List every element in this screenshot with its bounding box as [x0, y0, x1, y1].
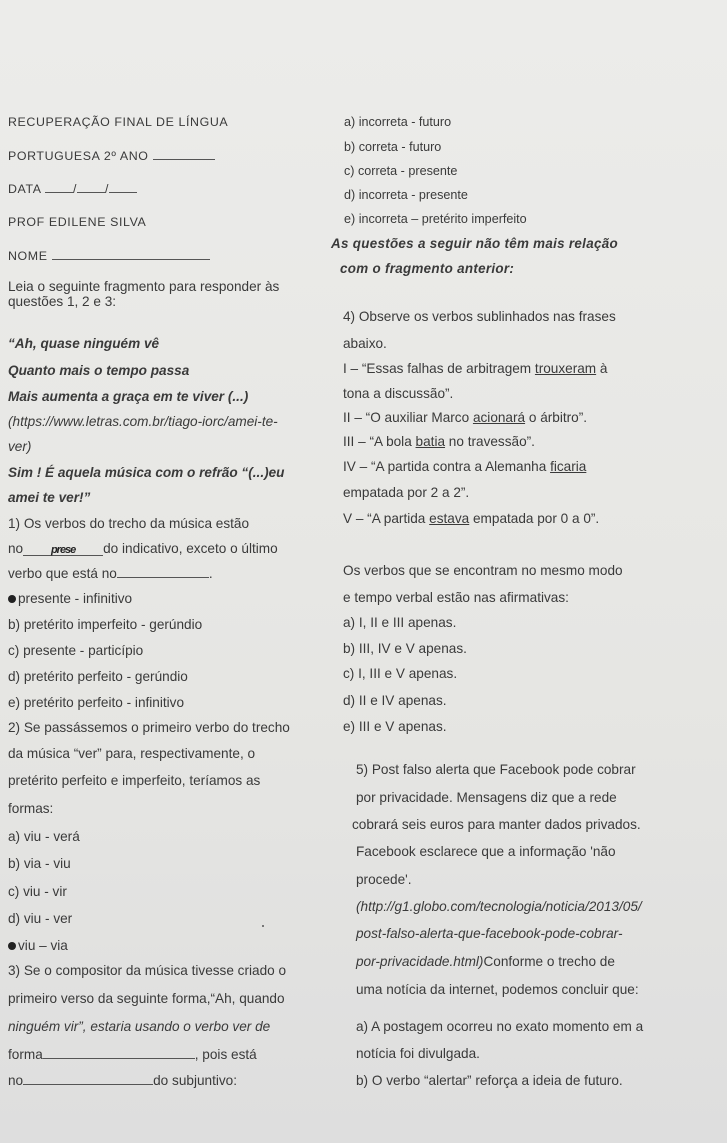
- q4-sentence-1: [343, 361, 607, 377]
- q2-line: formas:: [8, 801, 54, 816]
- prev-option-e: e) incorreta – pretérito imperfeito: [344, 212, 527, 226]
- q2-line: da música “ver” para, respectivamente, o: [8, 746, 256, 761]
- q4-sentence-5: [343, 511, 599, 527]
- subject-line: [8, 148, 215, 164]
- q4-question-line: e tempo verbal estão nas afirmativas:: [343, 590, 569, 605]
- source-url: por-privacidade.html): [356, 954, 484, 969]
- date-label: DATA: [8, 182, 41, 196]
- q1-line: [8, 541, 278, 557]
- underlined-verb: ficaria: [550, 459, 587, 474]
- text: , pois está: [194, 1047, 257, 1062]
- q4-sentence-3: [343, 434, 535, 450]
- q2-option-c: c) viu - vir: [8, 884, 67, 899]
- teacher: PROF EDILENE SILVA: [8, 215, 147, 229]
- marked-answer-icon: [8, 942, 16, 950]
- q1-line: 1) Os verbos do trecho da música estão: [8, 516, 250, 531]
- blank: [153, 148, 215, 160]
- name-label: NOME: [8, 249, 48, 263]
- text: I – “Essas falhas de arbitragem: [343, 361, 535, 376]
- underlined-verb: acionará: [472, 410, 526, 425]
- text: forma: [8, 1047, 43, 1062]
- underlined-verb: estava: [429, 511, 470, 526]
- text: no: [8, 1073, 24, 1088]
- blank: [117, 566, 209, 578]
- blank: [77, 181, 105, 193]
- q5-option-b: b) O verbo “alertar” reforça a ideia de futuro.: [356, 1073, 623, 1088]
- q5-option-a-cont: notícia foi divulgada.: [356, 1046, 480, 1061]
- lyric-line: “Ah, quase ninguém vê: [8, 336, 160, 351]
- q1-option-e: e) pretérito perfeito - infinitivo: [8, 695, 185, 710]
- q4-option-b: b) III, IV e V apenas.: [343, 641, 467, 656]
- q5-line: 5) Post falso alerta que Facebook pode cobrar: [356, 762, 636, 777]
- q4-line: 4) Observe os verbos sublinhados nas frases: [343, 309, 616, 324]
- q2-line: pretérito perfeito e imperfeito, teríamos as: [8, 773, 261, 788]
- prev-option-a: a) incorreta - futuro: [344, 115, 452, 129]
- q5-source-line: [356, 954, 615, 970]
- q4-option-c: c) I, III e V apenas.: [343, 666, 458, 681]
- lyric-source: ver): [8, 439, 32, 454]
- q2-option-a: a) viu - verá: [8, 829, 80, 844]
- text: empatada por 0 a 0”.: [469, 511, 600, 526]
- q5-option-a: a) A postagem ocorreu no exato momento em a: [356, 1019, 644, 1034]
- option-text: presente - infinitivo: [18, 591, 133, 606]
- lyric-source: (https://www.letras.com.br/tiago-iorc/amei-te-: [8, 414, 278, 429]
- option-text: viu – via: [18, 938, 68, 953]
- q4-sentence-1-cont: tona a discussão”.: [343, 386, 454, 401]
- q1-option-a: [8, 591, 132, 607]
- text: o árbitro”.: [525, 410, 588, 425]
- underlined-verb: trouxeram: [534, 361, 597, 376]
- name-line: [8, 248, 210, 264]
- q2-line: 2) Se passássemos o primeiro verbo do trecho: [8, 720, 290, 735]
- text: .: [208, 566, 213, 581]
- q3-line: primeiro verso da seguinte forma,“Ah, quando: [8, 991, 285, 1006]
- text: V – “A partida: [343, 511, 430, 526]
- title: RECUPERAÇÃO FINAL DE LÍNGUA: [8, 115, 229, 129]
- q3-line: [8, 1047, 257, 1063]
- blank: [52, 248, 210, 260]
- q4-option-d: d) II e IV apenas.: [343, 693, 447, 708]
- q5-source: (http://g1.globo.com/tecnologia/noticia/2013/05/: [356, 899, 642, 914]
- intro-2: questões 1, 2 e 3:: [8, 294, 117, 309]
- q4-question-line: Os verbos que se encontram no mesmo modo: [343, 563, 623, 578]
- lyric-line: Mais aumenta a graça em te viver (...): [8, 389, 249, 404]
- text: do indicativo, exceto o último: [103, 541, 278, 556]
- prev-option-d: d) incorreta - presente: [344, 188, 468, 202]
- note-line: As questões a seguir não têm mais relação: [331, 236, 618, 251]
- q1-option-d: d) pretérito perfeito - gerúndio: [8, 669, 188, 684]
- q3-line: 3) Se o compositor da música tivesse criado o: [8, 963, 287, 978]
- text: Conforme o trecho de: [483, 954, 615, 969]
- text: no travessão”.: [445, 434, 535, 449]
- q4-sentence-4-cont: empatada por 2 a 2”.: [343, 485, 470, 500]
- q5-line: uma notícia da internet, podemos concluir que:: [356, 982, 639, 997]
- q1-option-b: b) pretérito imperfeito - gerúndio: [8, 617, 203, 632]
- stray-mark: [262, 925, 264, 927]
- q5-line: por privacidade. Mensagens diz que a rede: [356, 790, 617, 805]
- underlined-verb: batia: [415, 434, 446, 449]
- q2-option-d: d) viu - ver: [8, 911, 73, 926]
- handwritten-answer: [23, 541, 103, 556]
- lyric-line: Quanto mais o tempo passa: [8, 363, 190, 378]
- intro: Leia o seguinte fragmento para responder às: [8, 279, 280, 294]
- text: III – “A bola: [343, 434, 416, 449]
- q4-sentence-2: [343, 410, 587, 426]
- blank: [45, 181, 73, 193]
- q4-line: abaixo.: [343, 336, 387, 351]
- blank: [23, 1073, 153, 1085]
- lyric-line: amei te ver!”: [8, 490, 91, 505]
- date-line: DATA / /: [8, 181, 137, 197]
- text: do subjuntivo:: [153, 1073, 238, 1088]
- q2-option-e: [8, 938, 68, 954]
- handwriting: prese: [50, 544, 76, 556]
- q4-option-a: a) I, II e III apenas.: [343, 615, 457, 630]
- text: II – “O auxiliar Marco: [343, 410, 473, 425]
- text: verbo que está no: [8, 566, 117, 581]
- q5-source: post-falso-alerta-que-facebook-pode-cobrar-: [356, 926, 623, 941]
- prev-option-b: b) correta - futuro: [344, 140, 442, 154]
- q2-option-b: b) via - viu: [8, 856, 71, 871]
- q5-line: cobrará seis euros para manter dados privados.: [352, 817, 641, 832]
- q3-line: ninguém vir”, estaria usando o verbo ver de: [8, 1019, 271, 1034]
- text: no: [8, 541, 24, 556]
- lyric-line: Sim ! É aquela música com o refrão “(...)eu: [8, 465, 285, 480]
- text: IV – “A partida contra a Alemanha: [343, 459, 551, 474]
- blank: [43, 1047, 195, 1059]
- prev-option-c: c) correta - presente: [344, 164, 458, 178]
- q5-line: Facebook esclarece que a informação 'não: [356, 844, 616, 859]
- q1-line: [8, 566, 213, 582]
- q4-option-e: e) III e V apenas.: [343, 719, 447, 734]
- q3-line: [8, 1073, 237, 1089]
- q4-sentence-4: [343, 459, 586, 475]
- q5-line: procede'.: [356, 872, 412, 887]
- text: à: [596, 361, 608, 376]
- blank: [109, 181, 137, 193]
- subject: PORTUGUESA 2º ANO: [8, 149, 149, 163]
- note-line: com o fragmento anterior:: [340, 261, 515, 276]
- marked-answer-icon: [8, 595, 16, 603]
- q1-option-c: c) presente - particípio: [8, 643, 144, 658]
